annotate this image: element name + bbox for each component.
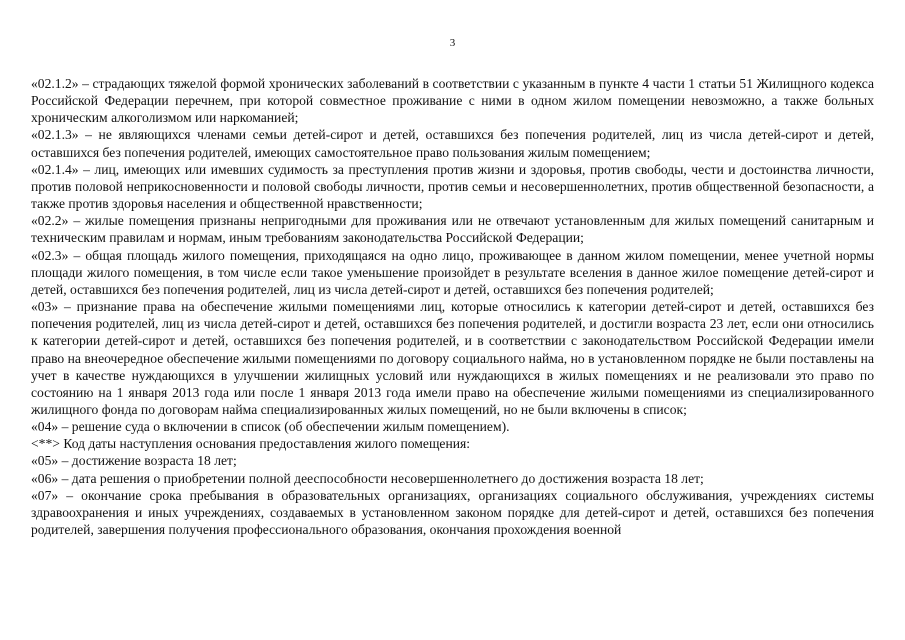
document-body [31, 75, 874, 538]
paragraph-02-1-3: «02.1.3» – не являющихся членами семьи детей-сирот и детей, оставшихся без попечения родителей, лиц из числа детей-сирот и детей, оставшихся без попечения родителей, имеющих самостоятельное право пользования жилым помещением; [31, 127, 874, 160]
paragraph-07: «07» – окончание срока пребывания в образовательных организациях, организациях социального обслуживания, учреждениях системы здравоохранения и иных учреждениях, создаваемых в установленном законом порядке для детей-сирот и детей, оставшихся без попечения родителей, завершения получения профессионального образования, окончания прохождения военной [31, 487, 874, 538]
paragraph-date-code-heading: <**> Код даты наступления основания предоставления жилого помещения: [31, 436, 471, 452]
paragraph-02-2: «02.2» – жилые помещения признаны непригодными для проживания или не отвечают установленным для жилых помещений санитарным и техническим правилам и нормам, иным требованиям законодательства Российской Федерации; [31, 213, 874, 246]
paragraph-02-1-2: «02.1.2» – страдающих тяжелой формой хронических заболеваний в соответствии с указанным в пункте 4 части 1 статьи 51 Жилищного кодекса Российской Федерации перечнем, при которой совместное проживание с ними в одном жилом помещении невозможно, а также больных хроническим алкоголизмом или наркоманией; [31, 76, 874, 126]
paragraph-06: «06» – дата решения о приобретении полной дееспособности несовершеннолетнего до достижения возраста 18 лет; [31, 470, 704, 486]
paragraph-02-1-4: «02.1.4» – лиц, имеющих или имевших судимость за преступления против жизни и здоровья, против свободы, чести и достоинства личности, против половой неприкосновенности и половой свободы личности, против семьи и несовершеннолетних, против общественной безопасности, а также против здоровья населения и общественной нравственности; [31, 161, 874, 212]
paragraph-02-3: «02.3» – общая площадь жилого помещения, приходящаяся на одно лицо, проживающее в данном жилом помещении, менее учетной нормы площади жилого помещения, в том числе если такое уменьшение произойдет в результате вселения в данное жилое помещение детей-сирот и детей, оставшихся без попечения родителей, лиц из числа детей-сирот и детей, оставшихся без попечения родителей; [31, 247, 874, 297]
paragraph-05: «05» – достижение возраста 18 лет; [31, 453, 237, 469]
page-number: 3 [449, 37, 456, 49]
paragraph-04: «04» – решение суда о включении в список (об обеспечении жилым помещением). [31, 419, 510, 435]
paragraph-03: «03» – признание права на обеспечение жилыми помещениями лиц, которые относились к категории детей-сирот и детей, оставшихся без попечения родителей, лиц из числа детей-сирот и детей, оставшихся без попечения родителей, и достигли возраста 23 лет, если они относились к категории детей-сирот и детей, оставшихся без попечения родителей, и в соответствии с законодательством Российской Федерации имели право на внеочередное обеспечение жилыми помещениями по договору социального найма, но в установленном порядке не были поставлены на учет в качестве нуждающихся в улучшении жилищных условий или нуждающихся в жилых помещениях и не реализовали это право по состоянию на 1 января 2013 года или после 1 января 2013 года имели право на обеспечение жилыми помещениями из специализированного жилищного фонда по договорам найма специализированных жилых помещений, но не были включены в список; [31, 299, 874, 417]
